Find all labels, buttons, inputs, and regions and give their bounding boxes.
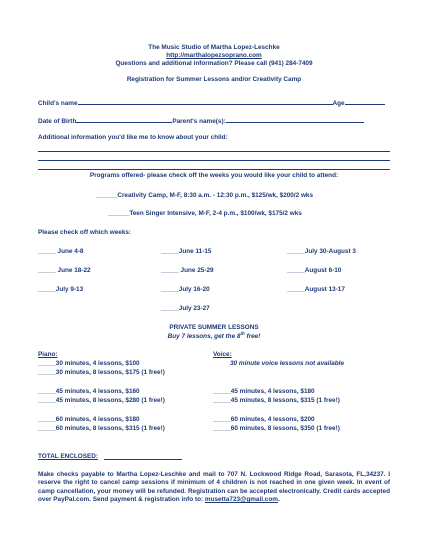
voice-checkbox[interactable]: _____ <box>213 397 231 404</box>
piano-option-label: 45 minutes, 4 lessons, $160 <box>55 388 140 395</box>
piano-checkbox[interactable]: _____ <box>38 360 56 367</box>
creativity-camp-label: Creativity Camp, M-F, 8:30 a.m. - 12:30 p.m., $125/wk, $200/2 wks <box>117 192 314 199</box>
studio-title: The Music Studio of Martha Lopez-Leschke <box>148 44 280 51</box>
week-option-july-30-august-3[interactable] <box>287 248 356 255</box>
questions-line: Questions and additional information? Please call (941) 284-7409 <box>115 60 313 67</box>
registration-title: Registration for Summer Lessons and/or Creativity Camp <box>126 76 302 83</box>
week-option-august-6-10[interactable] <box>287 267 341 274</box>
week-checkbox[interactable]: _____ <box>38 248 56 255</box>
voice-option[interactable] <box>213 388 315 395</box>
website-row <box>0 52 428 59</box>
week-checkbox[interactable]: _____ <box>38 267 56 274</box>
week-label: June 4-8 <box>55 248 84 255</box>
piano-option-label: 60 minutes, 8 lessons, $315 (1 free!) <box>55 425 165 432</box>
voice-checkbox[interactable]: _____ <box>213 416 231 423</box>
piano-option-label: 30 minutes, 4 lessons, $100 <box>55 360 140 367</box>
voice-option-label: 60 minutes, 4 lessons, $200 <box>230 416 315 423</box>
child-name-field[interactable] <box>78 99 333 105</box>
programs-heading: Programs offered- please check off the weeks you would like your child to attend: <box>89 172 339 179</box>
week-checkbox[interactable]: _____ <box>161 248 179 255</box>
piano-option[interactable] <box>38 397 165 404</box>
week-label: July 16-20 <box>178 286 210 293</box>
dob-field[interactable] <box>76 117 172 123</box>
parent-name-field[interactable] <box>226 117 364 123</box>
voice-option-label: 45 minutes, 8 lessons, $315 (1 free!) <box>230 397 340 404</box>
private-lessons-title: PRIVATE SUMMER LESSONS <box>169 324 259 331</box>
additional-info-line-2[interactable] <box>38 160 390 161</box>
child-name-label: Child's name <box>38 100 78 107</box>
week-checkbox[interactable]: _____ <box>287 267 305 274</box>
piano-option[interactable] <box>38 360 140 367</box>
piano-option-label: 45 minutes, 8 lessons, $280 (1 free!) <box>55 397 165 404</box>
week-label: June 18-22 <box>55 267 91 274</box>
end-period: . <box>277 495 280 503</box>
piano-checkbox[interactable]: _____ <box>38 388 56 395</box>
week-option-july-9-13[interactable] <box>38 286 83 293</box>
voice-option[interactable] <box>213 416 315 423</box>
piano-checkbox[interactable]: _____ <box>38 425 56 432</box>
additional-info-line-3[interactable] <box>38 169 390 170</box>
piano-label: Piano: <box>38 351 58 358</box>
age-label: Age <box>332 100 345 107</box>
week-option-july-23-27[interactable] <box>161 305 210 312</box>
private-lessons-offer <box>0 330 428 340</box>
age-field[interactable] <box>345 99 385 105</box>
voice-checkbox[interactable]: _____ <box>213 388 231 395</box>
week-checkbox[interactable]: _____ <box>161 286 179 293</box>
week-label: June 25-29 <box>178 267 214 274</box>
child-name-row <box>38 99 385 107</box>
voice-note: 30 minute voice lessons not available <box>230 360 345 367</box>
week-checkbox[interactable]: _____ <box>38 286 56 293</box>
parent-name-label: Parent's name(s): <box>172 118 226 125</box>
additional-info-label: Additional information you'd like me to know about your child: <box>38 134 228 141</box>
week-label: July 23-27 <box>178 305 210 312</box>
week-checkbox[interactable]: _____ <box>287 286 305 293</box>
total-enclosed-field[interactable] <box>104 454 182 460</box>
dob-label: Date of Birth <box>38 118 77 125</box>
week-label: August 6-10 <box>304 267 342 274</box>
voice-option-label: 45 minutes, 4 lessons, $180 <box>230 388 315 395</box>
week-option-june-4-8[interactable] <box>38 248 84 255</box>
website-link[interactable]: http://marthalopezsoprano.com <box>166 52 262 59</box>
total-enclosed-label: TOTAL ENCLOSED: <box>38 453 99 460</box>
week-label: August 13-17 <box>304 286 345 293</box>
piano-checkbox[interactable]: _____ <box>38 416 56 423</box>
week-option-june-18-22[interactable] <box>38 267 91 274</box>
piano-option-label: 30 minutes, 8 lessons, $175 (1 free!) <box>55 369 165 376</box>
week-option-july-16-20[interactable] <box>161 286 210 293</box>
voice-checkbox[interactable]: _____ <box>213 425 231 432</box>
week-option-august-13-17[interactable] <box>287 286 345 293</box>
offer-text: Buy 7 lessons, get the 8 <box>167 333 241 340</box>
piano-option[interactable] <box>38 369 165 376</box>
week-label: July 9-13 <box>55 286 84 293</box>
week-label: July 30-August 3 <box>304 248 356 255</box>
teen-intensive-option[interactable] <box>108 210 302 217</box>
piano-option-label: 60 minutes, 4 lessons, $180 <box>55 416 140 423</box>
total-enclosed-row <box>38 453 98 460</box>
voice-label: Voice: <box>213 351 232 358</box>
voice-option[interactable] <box>213 425 340 432</box>
piano-checkbox[interactable]: _____ <box>38 369 56 376</box>
week-label: June 11-15 <box>178 248 212 255</box>
piano-option[interactable] <box>38 388 140 395</box>
voice-option[interactable] <box>213 397 340 404</box>
payment-text: Make checks payable to Martha Lopez-Leschke and mail to 707 N. Lockwood Ridge Road, Sarasota, FL,34237. I reserve the right to cancel camp sessions if minimum of 4 children is not reached in one given week. In event of camp cancellation, your money will be refunded. Registration can be accepted electronically. Credit cards accepted over PayPal.com. Send payment & registration info to: <box>38 471 390 503</box>
payment-paragraph <box>38 471 390 504</box>
piano-option[interactable] <box>38 425 165 432</box>
week-checkbox[interactable]: _____ <box>161 267 179 274</box>
offer-superscript: th <box>240 330 245 336</box>
creativity-camp-option[interactable] <box>96 192 313 199</box>
week-checkbox[interactable]: _____ <box>287 248 305 255</box>
additional-info-line-1[interactable] <box>38 151 390 152</box>
teen-intensive-label: Teen Singer Intensive, M-F, 2-4 p.m., $100/wk, $175/2 wks <box>129 210 302 217</box>
weeks-label: Please check off which weeks: <box>38 229 132 236</box>
week-option-june-11-15[interactable] <box>161 248 211 255</box>
teen-intensive-checkbox[interactable]: ______ <box>108 210 130 217</box>
email-link[interactable]: musetta723@gmail.com <box>204 495 278 503</box>
piano-checkbox[interactable]: _____ <box>38 397 56 404</box>
week-option-june-25-29[interactable] <box>161 267 214 274</box>
voice-option-label: 60 minutes, 8 lessons, $350 (1 free!) <box>230 425 340 432</box>
dob-row <box>38 117 364 125</box>
creativity-camp-checkbox[interactable]: ______ <box>96 192 118 199</box>
offer-text-end: free! <box>244 333 261 340</box>
week-checkbox[interactable]: _____ <box>161 305 179 312</box>
piano-option[interactable] <box>38 416 140 423</box>
